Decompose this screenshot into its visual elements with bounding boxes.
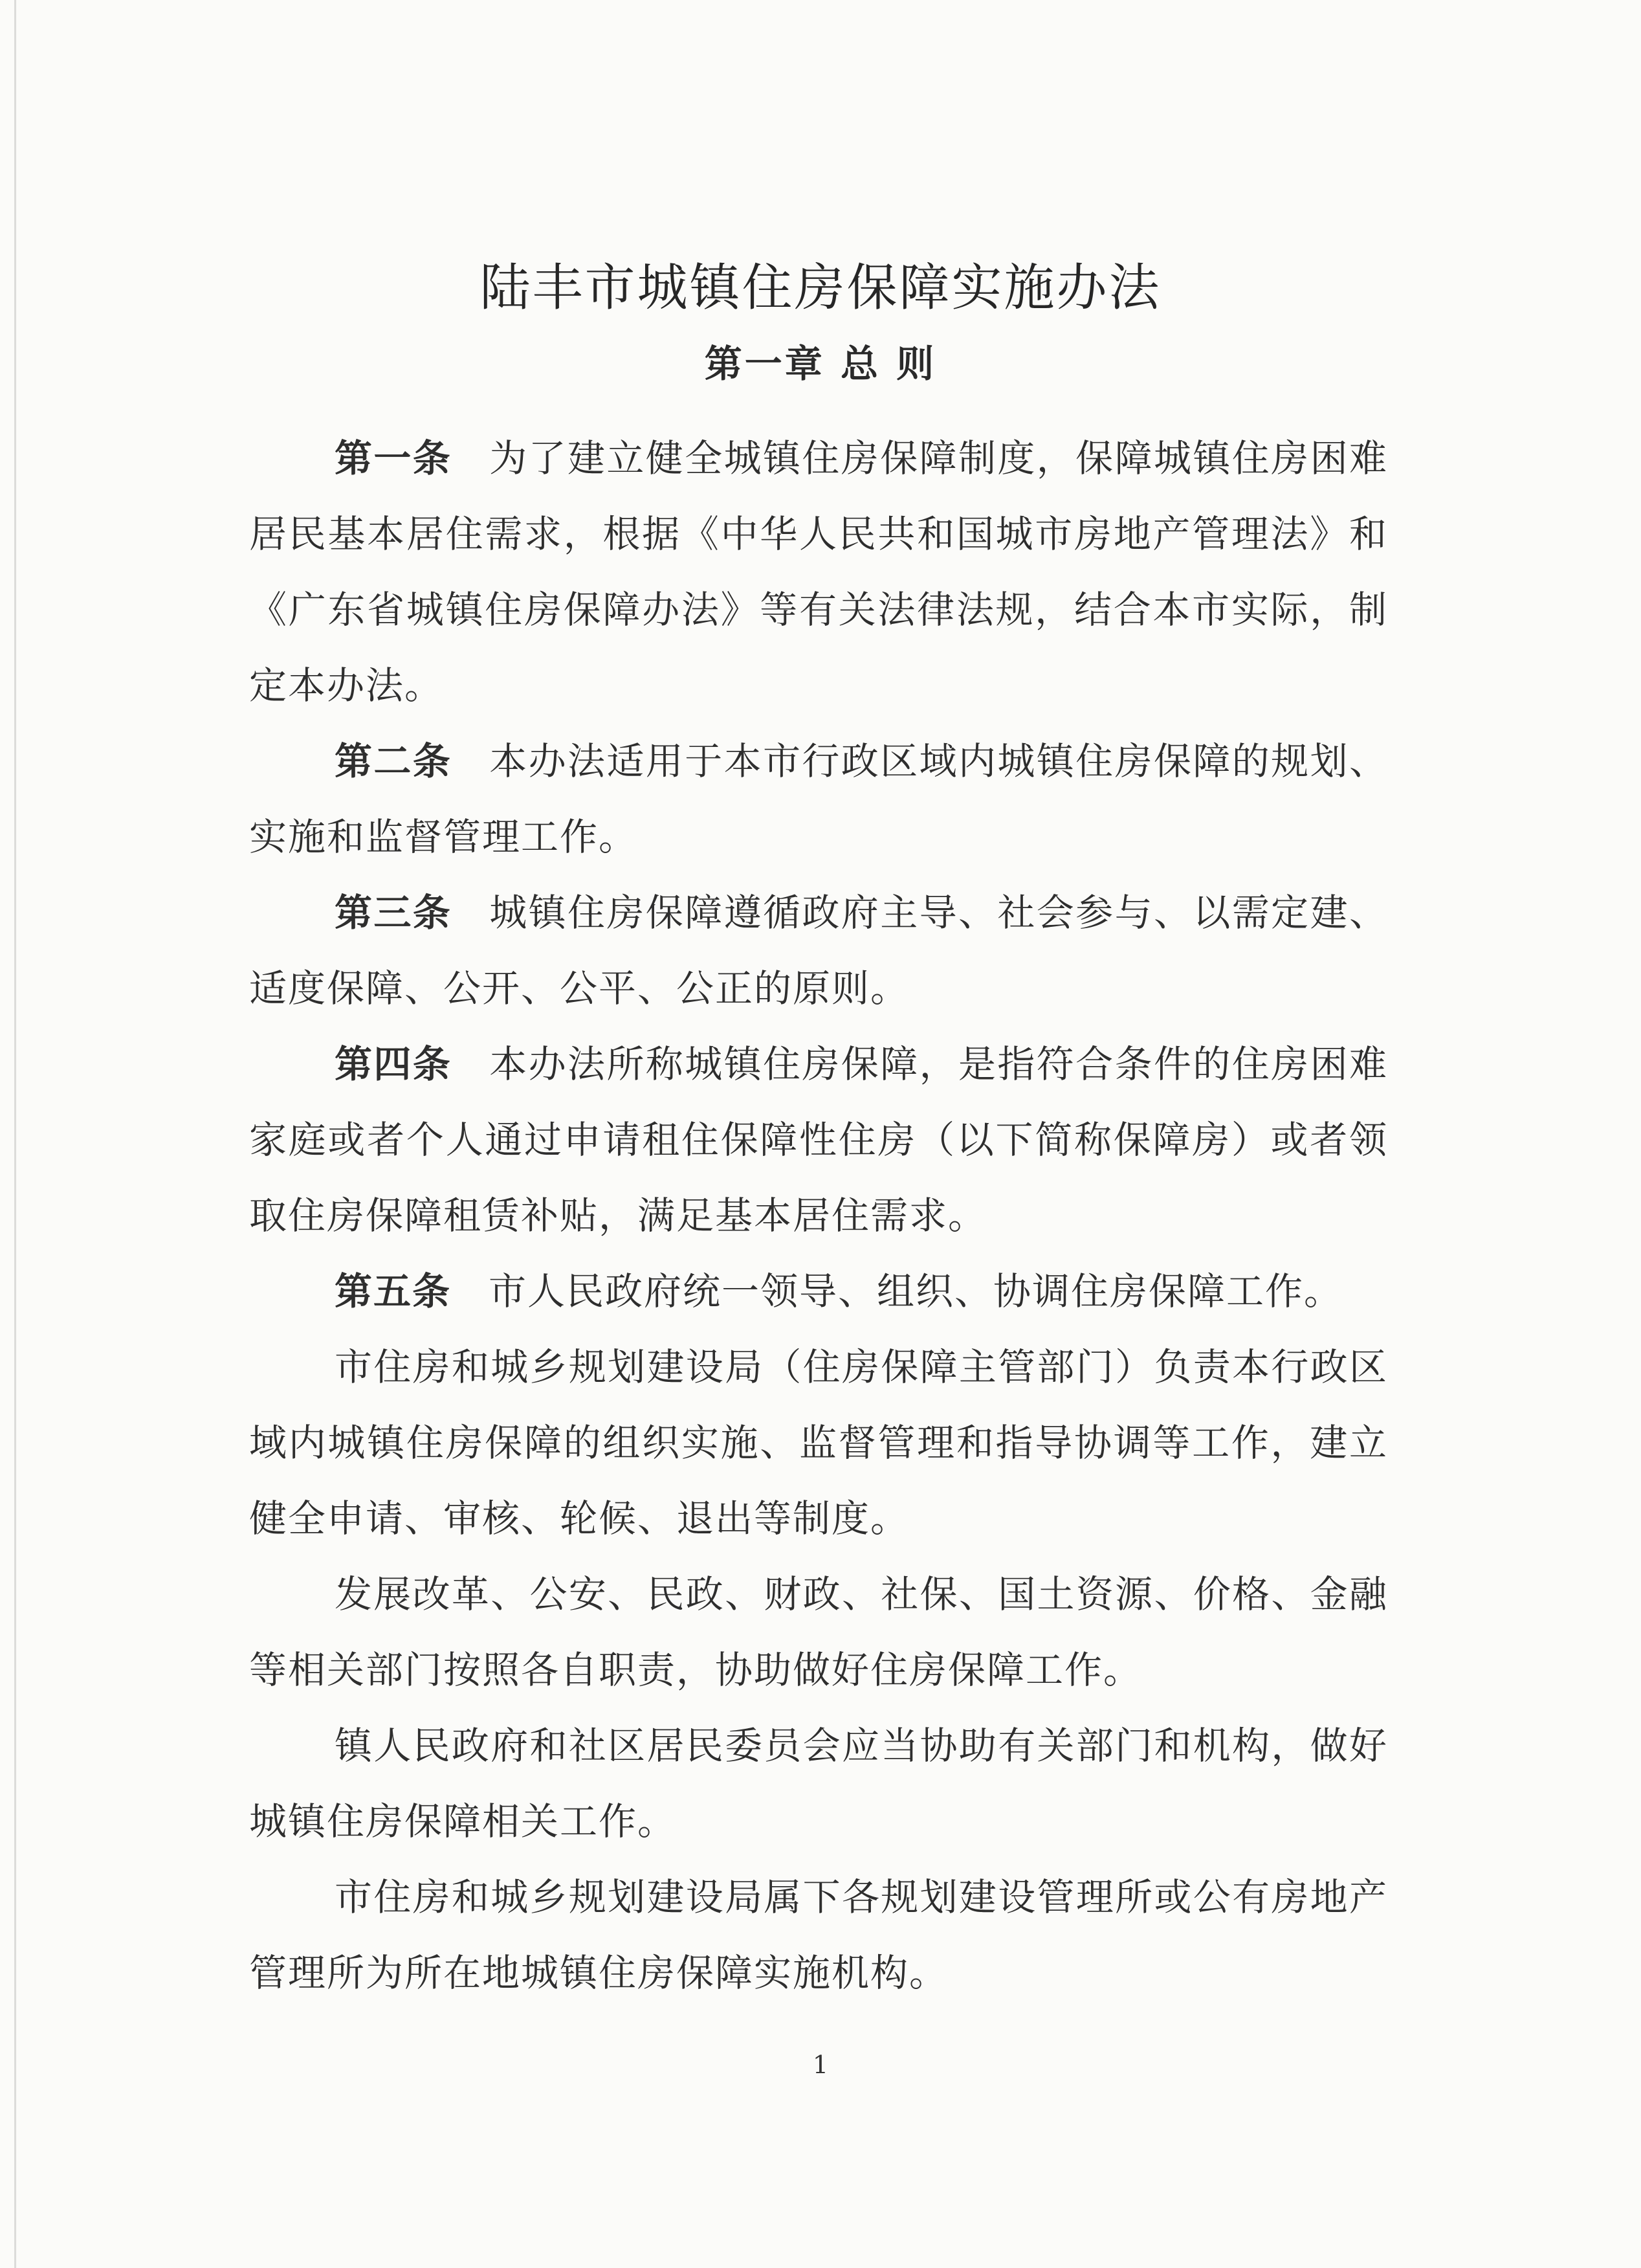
article-number: 第五条	[335, 1269, 452, 1313]
article-number: 第一条	[335, 436, 452, 480]
paragraph-text: 市住房和城乡规划建设局属下各规划建设管理所或公有房地产管理所为所在地城镇住房保障实施机构。	[249, 1875, 1388, 1995]
paragraph	[249, 724, 1388, 875]
paragraph	[249, 1254, 1388, 1329]
paragraph	[249, 875, 1388, 1027]
document-title: 陆丰市城镇住房保障实施办法	[479, 259, 1162, 318]
document-body	[249, 421, 1388, 2011]
article-number: 第四条	[335, 1042, 452, 1086]
paragraph-text: 市人民政府统一领导、组织、协调住房保障工作。	[489, 1269, 1343, 1313]
article-number: 第三条	[335, 891, 452, 935]
paragraph	[249, 1557, 1388, 1708]
chapter-heading: 第一章 总 则	[704, 342, 937, 386]
paragraph	[249, 1027, 1388, 1254]
article-number: 第二条	[335, 739, 452, 783]
paragraph-text: 本办法所称城镇住房保障，是指符合条件的住房困难家庭或者个人通过申请租住保障性住房（以下简称保障房）或者领取住房保障租赁补贴，满足基本居住需求。	[249, 1042, 1388, 1238]
paragraph-text: 为了建立健全城镇住房保障制度，保障城镇住房困难居民基本居住需求，根据《中华人民共和国城市房地产管理法》和《广东省城镇住房保障办法》等有关法律法规，结合本市实际，制定本办法。	[249, 436, 1388, 707]
paragraph-text: 镇人民政府和社区居民委员会应当协助有关部门和机构，做好城镇住房保障相关工作。	[249, 1724, 1388, 1843]
page-number: 1	[812, 2051, 829, 2079]
paragraph	[249, 1329, 1388, 1557]
paragraph	[249, 1708, 1388, 1860]
paragraph-text: 发展改革、公安、民政、财政、社保、国土资源、价格、金融等相关部门按照各自职责，协助做好住房保障工作。	[249, 1572, 1388, 1692]
paragraph-text: 城镇住房保障遵循政府主导、社会参与、以需定建、适度保障、公开、公平、公正的原则。	[249, 891, 1388, 1010]
paragraph	[249, 1860, 1388, 2011]
paragraph-text: 本办法适用于本市行政区域内城镇住房保障的规划、实施和监督管理工作。	[249, 739, 1388, 859]
paragraph	[249, 421, 1388, 724]
paragraph-text: 市住房和城乡规划建设局（住房保障主管部门）负责本行政区域内城镇住房保障的组织实施、监督管理和指导协调等工作，建立健全申请、审核、轮候、退出等制度。	[249, 1345, 1388, 1540]
